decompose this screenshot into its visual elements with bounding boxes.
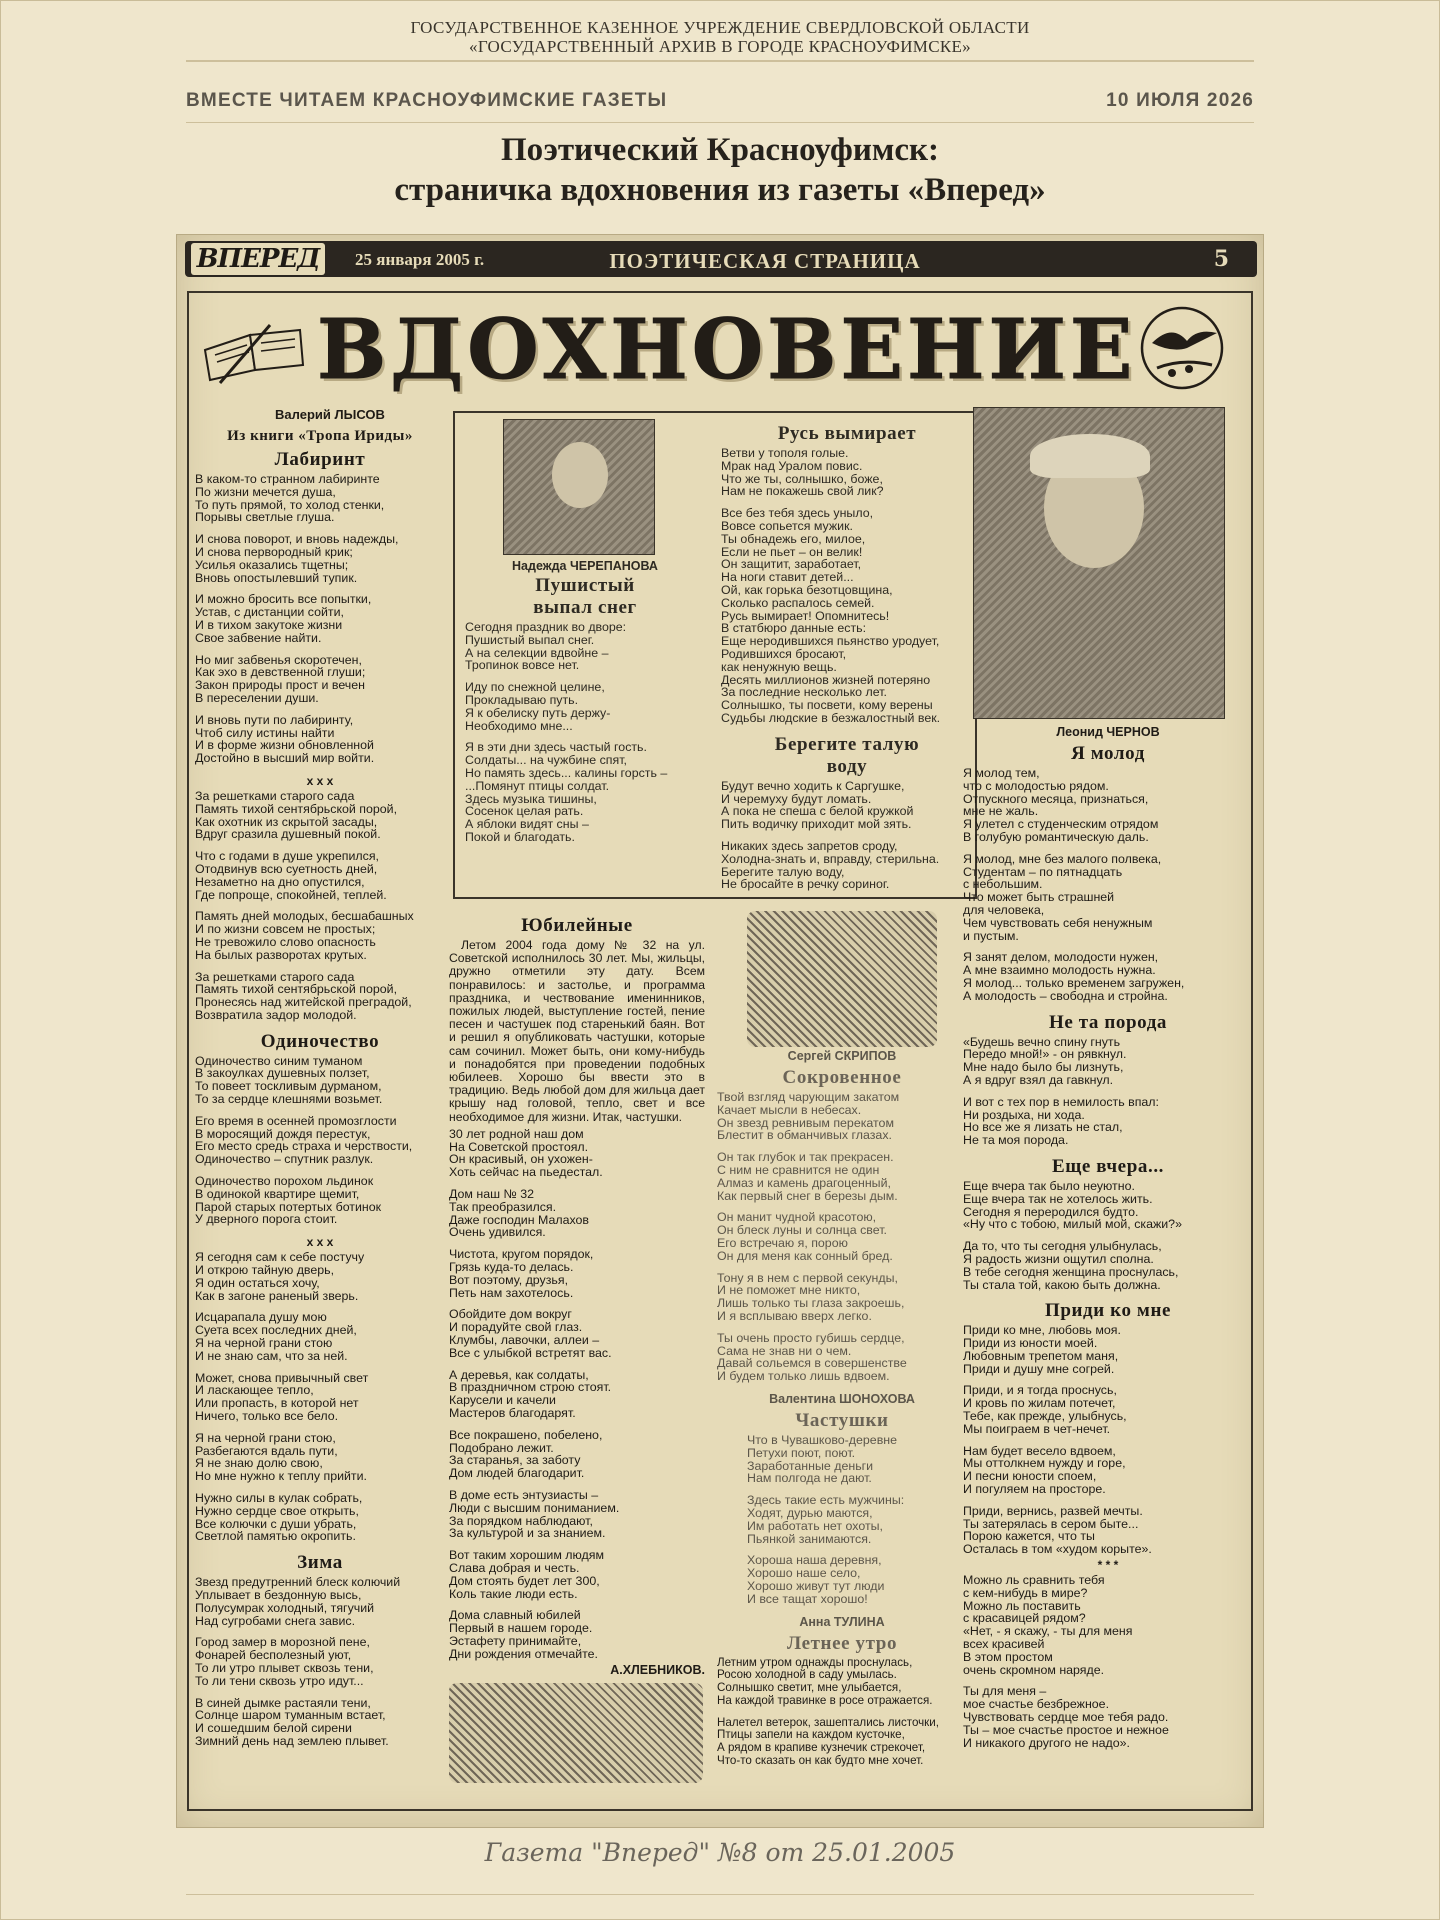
newspaper-scan (176, 234, 1264, 1828)
page-big-title: ВДОХНОВЕНИЕ (317, 302, 1137, 398)
column-khlebnikov (449, 911, 705, 1783)
poem-stanza: Еще вчера так было неуютно. Еще вчера так не хотелось жить. Сегодня я переродился будто. «Ну что с тобою, милый мой, скажи?» (963, 1178, 1182, 1232)
poem-stanza: Никаких здесь запретов сроду, Холодна-знать и, вправду, стерильна. Берегите талую воду, Не бросайте в речку сориног. (721, 838, 940, 892)
book-title: Из книги «Тропа Ириды» (227, 428, 413, 444)
poem-title: Берегите талую (774, 733, 920, 755)
portrait-photo (973, 407, 1225, 719)
poem-title: Одиночество (260, 1030, 380, 1052)
poem-title: Не та порода (1048, 1011, 1168, 1033)
photo-caption: Леонид ЧЕРНОВ (1056, 725, 1160, 739)
author-name: Валерий ЛЫСОВ (275, 407, 385, 422)
poem-stanza: 30 лет родной наш дом На Советской простоял. Он красивый, он ухожен- Хоть сейчас на пьедестал. (449, 1126, 603, 1180)
poem-stanza: Я занят делом, молодости нужен, А мне взаимно молодость нужна. Я молод... только временем загружен, А молодость – свободна и стройна. (963, 950, 1185, 1003)
poem-stanza: За решетками старого сада Память тихой сентябрьской порой, Пронесясь над житейской преградой, Возвратила задор молодой. (195, 969, 412, 1022)
box-left-column (465, 419, 705, 853)
poem-stanza: Он манит чудной красотою, Он блеск луны и солнца свет. Его встречаю я, порою Он для меня как сонный бред. (717, 1210, 893, 1263)
poem-stanza: Твой взгляд чарующим закатом Качает мысли в небесах. Он звезд ревнивым перекатом Блестит в обманчивых глазах. (717, 1090, 900, 1143)
poem-title: Юбилейные (521, 915, 633, 936)
poem-stanza: Что в Чувашково-деревне Петухи поют, поют. Заработанные деньги Нам полгода не дают. (747, 1432, 898, 1486)
poem-stanza: «Будешь вечно спину гнуть Передо мной!» - он рявкнул. Мне надо было бы лизнуть, А я вдруг взял да гавкнул. (963, 1034, 1127, 1087)
poem-title: выпал снег (533, 597, 637, 618)
poem-stanza: Нужно силы в кулак собрать, Нужно сердце свое открыть, Все колючки с души убрать, Светлой памятью окропить. (195, 1491, 363, 1544)
separator: x x x (306, 773, 334, 788)
poem-stanza: Летним утром однажды проснулась, Росою холодной в саду умылась. Солнышко светит, мне улыбается, На каждой травинке в росе отражается. (717, 1655, 933, 1707)
poem-stanza: Я молод, мне без малого полвека, Студентам – по пятнадцать с небольшим. Что может быть страшней для человека, Чем чувствовать себя ненужным и пустым. (963, 851, 1162, 943)
poem-stanza: Можно ль сравнить тебя с кем-нибудь в мире? Можно ль поставить с красавицей рядом? «Нет, - я скажу, - ты для меня всех красивей В этом простом очень скромном наряде. (963, 1573, 1133, 1677)
poem-stanza: Нам будет весело вдвоем, Мы оттолкнем нужду и горе, И песни юности споем, И погуляем на просторе. (963, 1443, 1126, 1497)
author-name: Анна ТУЛИНА (799, 1614, 885, 1629)
article-text: Летом 2004 года дому № 32 на ул. Советской исполнилось 30 лет. Мы, жильцы, дружно отметили эту дату. Всем понравилось: и застолье, и программа праздника, и чествование именинников, пожилых людей, выступление гостей, пение песен и частушек под старенький баян. Вот и решил я опубликовать частушки, которые сам сочинил. Может быть, они кому-нибудь и понадобятся при проведении подобных юбилеев. Хорошо бы ввести это в традицию. Ведь любой дом для жильца дает крышу над головой, тепло, свет и все необходимое для жизни. Итак, частушки. (449, 938, 705, 1124)
cherepanova-box (453, 411, 977, 899)
tree-illustration (747, 911, 937, 1047)
divider (186, 122, 1254, 123)
poem-stanza: Дома славный юбилей Первый в нашем городе. Эстафету принимайте, Дни рождения отмечайте. (449, 1608, 598, 1661)
poem-stanza: Хороша наша деревня, Хорошо наше село, Хорошо живут тут люди И все тащат хорошо! (747, 1553, 885, 1606)
poem-title: Я молод (1071, 743, 1145, 764)
separator: * * * (1097, 1558, 1119, 1573)
poem-stanza: Дом наш № 32 Так преобразился. Даже господин Малахов Очень удивился. (449, 1187, 590, 1240)
poem-stanza: И можно бросить все попытки, Устав, с дистанции сойти, И в тихом закутоке жизни Свое забвение найти. (195, 592, 372, 645)
page-section-title: ПОЭТИЧЕСКАЯ СТРАНИЦА (609, 249, 921, 273)
poem-stanza: Здесь такие есть мужчины: Ходят, дурью маются, Им работать нет охоты, Пьянкой занимаются. (747, 1493, 905, 1546)
portrait-face (552, 442, 608, 508)
poem-stanza: Память дней молодых, бесшабашных И по жизни совсем не простых; Не тревожило слово опасность На былых разворотах крутых. (195, 909, 414, 962)
poem-stanza: Я молод тем, что с молодостью рядом. Отпускного месяца, признаться, мне не жаль. Я улетел с студенческим отрядом В голубую романтическую даль. (963, 766, 1159, 844)
poem-stanza: А деревья, как солдаты, В праздничном строю стоят. Карусели и качели Мастеров благодарят. (449, 1367, 612, 1420)
org-line-2: «ГОСУДАРСТВЕННЫЙ АРХИВ В ГОРОДЕ КРАСНОУФИМСКЕ» (469, 37, 971, 56)
poem-title: Лабиринт (274, 449, 366, 470)
poem-stanza: В синей дымке растаяли тени, Солнце шаром туманным встает, И сошедшим белой сирени Зимний день над землею плывет. (195, 1695, 389, 1748)
section-bar (186, 88, 1254, 114)
poem-stanza: Ты для меня – мое счастье безбрежное. Чувствовать сердце мое тебя радо. Ты – мое счастье простое и нежное И никакого другого не надо». (963, 1684, 1169, 1750)
column-lysov (195, 407, 445, 1757)
cap-shape (1030, 434, 1150, 478)
poem-title: Пушистый (535, 575, 635, 596)
page-number: 5 (1213, 246, 1229, 272)
poem-stanza: Будут вечно ходить к Саргушке, И черемуху будут ломать. А пока не спеша с белой кружкой Пить водичку приходит мой зять. (721, 778, 914, 832)
poem-stanza: И вот с тех пор в немилость впал: Ни роздыха, ни хода. Но все же я лизать не стал, Не та моя порода. (963, 1094, 1159, 1148)
poem-stanza: Приди, вернись, развей мечты. Ты затерялась в сером быте... Порою кажется, что ты Осталась в том «худом корыте». (963, 1503, 1152, 1557)
poem-title: Приди ко мне (1044, 1300, 1172, 1322)
poem-title: Русь вымирает (777, 423, 917, 444)
poem-stanza: Все покрашено, побелено, Подобрано лежит. За старанья, за заботу Дом людей благодарит. (449, 1427, 603, 1481)
poem-stanza: Обойдите дом вокруг И порадуйте свой глаз. Клумбы, лавочки, аллеи – Все с улыбкой встретят вас. (449, 1307, 612, 1360)
poem-stanza: И вновь пути по лабиринту, Чтоб силу истины найти И в форме жизни обновленной Достойно в высший мир войти. (195, 712, 375, 766)
poem-title: воду (826, 755, 868, 777)
separator: x x x (306, 1235, 334, 1250)
poem-stanza: Иду по снежной целине, Прокладываю путь. Я к обелиску путь держу- Необходимо мне... (465, 680, 611, 733)
poem-stanza: Ты очень просто губишь сердце, Сама не знав ни о чем. Давай сольемся в совершенстве И будем только лишь вдвоем. (717, 1330, 907, 1384)
poem-stanza: Ветви у тополя голые. Мрак над Уралом повис. Что же ты, солнышко, боже, Нам не покажешь свой лик? (721, 446, 884, 499)
poem-title: Летнее утро (786, 1632, 898, 1654)
publication-date: 10 ИЮЛЯ 2026 (1106, 90, 1254, 111)
section-label[interactable]: ВМЕСТЕ ЧИТАЕМ КРАСНОУФИМСКИЕ ГАЗЕТЫ (186, 90, 668, 111)
poem-stanza: Что с годами в душе укрепился, Отодвинув всю суетность дней, Незаметно на дно опустился, Где попроще, спокойней, теплей. (195, 849, 387, 902)
poem-title: Сокровенное (782, 1067, 902, 1088)
poem-stanza: Тону я в нем с первой секунды, И не поможет мне никто, Лишь только ты глаза закроешь, И я всплываю вверх легко. (717, 1270, 905, 1323)
poem-stanza: Да то, что ты сегодня улыбнулась, Я радость жизни ощутил сполна. В тебе сегодня женщина проснулась, Ты стала той, какою быть должна. (963, 1239, 1179, 1292)
poem-stanza: Исцарапала душу мою Суета всех последних дней, Я на черной грани стою И не знаю сам, что за ней. (195, 1310, 357, 1363)
poem-stanza: В доме есть энтузиасты – Люди с высшим пониманием. За порядком наблюдают, За культурой и за знанием. (449, 1487, 620, 1541)
poem-stanza: Одиночество синим туманом В закоулках душевных ползет, То повеет тоскливым дурманом, То за сердце клешнями возьмет. (195, 1053, 383, 1107)
poem-stanza: Его время в осенней промозглости В моросящий дождя перестук, Его место средь страха и черствости, Одиночество – спутник разлук. (195, 1113, 413, 1167)
poem-title: Зима (297, 1552, 343, 1574)
poem-stanza: В каком-то странном лабиринте По жизни мечется душа, То путь прямой, то холод стенки, Порывы светлые глуша. (195, 472, 385, 525)
image-caption: Газета "Вперед" №8 от 25.01.2005 (484, 1838, 956, 1867)
poem-stanza: Может, снова привычный свет И ласкающее тепло, Или пропасть, в которой нет Ничего, только все бело. (195, 1370, 369, 1424)
poem-stanza: Приди ко мне, любовь моя. Приди из юности моей. Любовным трепетом маня, Приди и душу мне согрей. (963, 1323, 1121, 1376)
title-line-2: страничка вдохновения из газеты «Вперед» (394, 172, 1046, 208)
organization-header (0, 18, 1440, 56)
poem-stanza: Приди, и я тогда проснусь, И кровь по жилам потечет, Тебе, как прежде, улыбнусь, Мы поиграем в чет-нечет. (963, 1383, 1127, 1436)
newspaper-masthead (185, 241, 1257, 277)
poem-stanza: Налетел ветерок, зашептались листочки, Птицы запели на каждом кусточке, А рядом в крапиве кузнечик стрекочет, Что-то сказать он как будто мне хочет. (717, 1715, 939, 1768)
author-name: Валентина ШОНОХОВА (769, 1391, 915, 1406)
poem-stanza: Я сегодня сам к себе постучу И открою тайную дверь, Я один остаться хочу, Как в загоне раненый зверь. (195, 1250, 365, 1303)
divider (186, 1894, 1254, 1895)
poem-stanza: Вот таким хорошим людям Слава добрая и честь. Дом стоять будет лет 300, Коль такие люди есть. (449, 1548, 604, 1601)
column-chernov (963, 407, 1253, 1758)
poem-stanza: Город замер в морозной пене, Фонарей бесполезный уют, То ли утро плывет сквозь тени, То ли тени сквозь утро идут... (195, 1635, 374, 1688)
poem-stanza: Я в эти дни здесь частый гость. Солдаты... на чужбине спят, Но память здесь... калины горсть – ...Помянут птицы солдат. Здесь музыка тишины, Сосенок целая рать. А яблоки видят сны – Покой и благодать. (465, 740, 668, 844)
issue-date: 25 января 2005 г. (355, 250, 485, 269)
poem-stanza: Но миг забвенья скоротечен, Как эхо в девственной глуши; Закон природы прост и вечен В переселении души. (195, 652, 366, 705)
divider (186, 60, 1254, 62)
poem-stanza: Он так глубок и так прекрасен. С ним не сравнится не один Алмаз и камень драгоценный, Как первый снег в березы дым. (717, 1150, 898, 1203)
photo-caption: Надежда ЧЕРЕПАНОВА (512, 559, 658, 573)
poem-stanza: Я на черной грани стою, Разбегаются вдаль пути, Я не знаю долю свою, Но мне нужно к теплу прийти. (195, 1430, 367, 1484)
column-skripov (717, 911, 967, 1777)
poem-stanza: Звезд предутренний блеск колючий Уплывает в бездонную высь, Полусумрак холодный, тягучий Над сугробами снега завис. (195, 1575, 401, 1628)
poem-stanza: И снова поворот, и вновь надежды, И снова первородный крик; Усилья оказались тщетны; Вновь опостылевший тупик. (195, 532, 399, 585)
title-line-1: Поэтический Красноуфимск: (501, 132, 939, 168)
box-right-column (721, 419, 973, 900)
signature: А.ХЛЕБНИКОВ. (610, 1662, 705, 1677)
author-name: Сергей СКРИПОВ (787, 1049, 897, 1063)
org-line-1: ГОСУДАРСТВЕННОЕ КАЗЕННОЕ УЧРЕЖДЕНИЕ СВЕРДЛОВСКОЙ ОБЛАСТИ (410, 18, 1030, 37)
poem-stanza: Все без тебя здесь уныло, Вовсе сопьется мужик. Ты обнадежь его, милое, Если не пьет – он велик! Он защитит, заработает, На ноги ставит детей... Ой, как горька безотцовщина, Сколько распалось семей. Русь вымирает! Опомнитесь! В статбюро данные есть: Еще неродившихся пьянство уродует, Родившихся бросают, как ненужную вещь. Десять миллионов жизней потеряно За последние несколько лет. Солнышко, ты посвети, кому верены Судьбы людские в безжалостный век. (721, 506, 941, 725)
page-title (0, 130, 1440, 210)
poem-title: Еще вчера... (1051, 1155, 1165, 1177)
landscape-illustration (449, 1683, 703, 1783)
open-book-icon (195, 305, 315, 385)
birds-emblem-icon (1127, 303, 1237, 393)
newspaper-logo: ВПЕРЕД (191, 243, 325, 275)
poem-title: Частушки (795, 1409, 889, 1431)
poem-stanza: Одиночество порохом льдинок В одинокой квартире щемит, Парой старых потертых ботинок У дверного порога стоит. (195, 1174, 382, 1227)
portrait-photo (503, 419, 655, 555)
poem-stanza: Сегодня праздник во дворе: Пушистый выпал снег. А на селекции вдвойне – Тропинок вовсе нет. (465, 620, 627, 673)
poem-stanza: За решетками старого сада Память тихой сентябрьской порой, Как охотник из скрытой засады, Вдруг сразила душевный покой. (195, 788, 398, 842)
poem-stanza: Чистота, кругом порядок, Грязь куда-то делась. Вот поэтому, друзья, Петь нам захотелось. (449, 1247, 594, 1300)
